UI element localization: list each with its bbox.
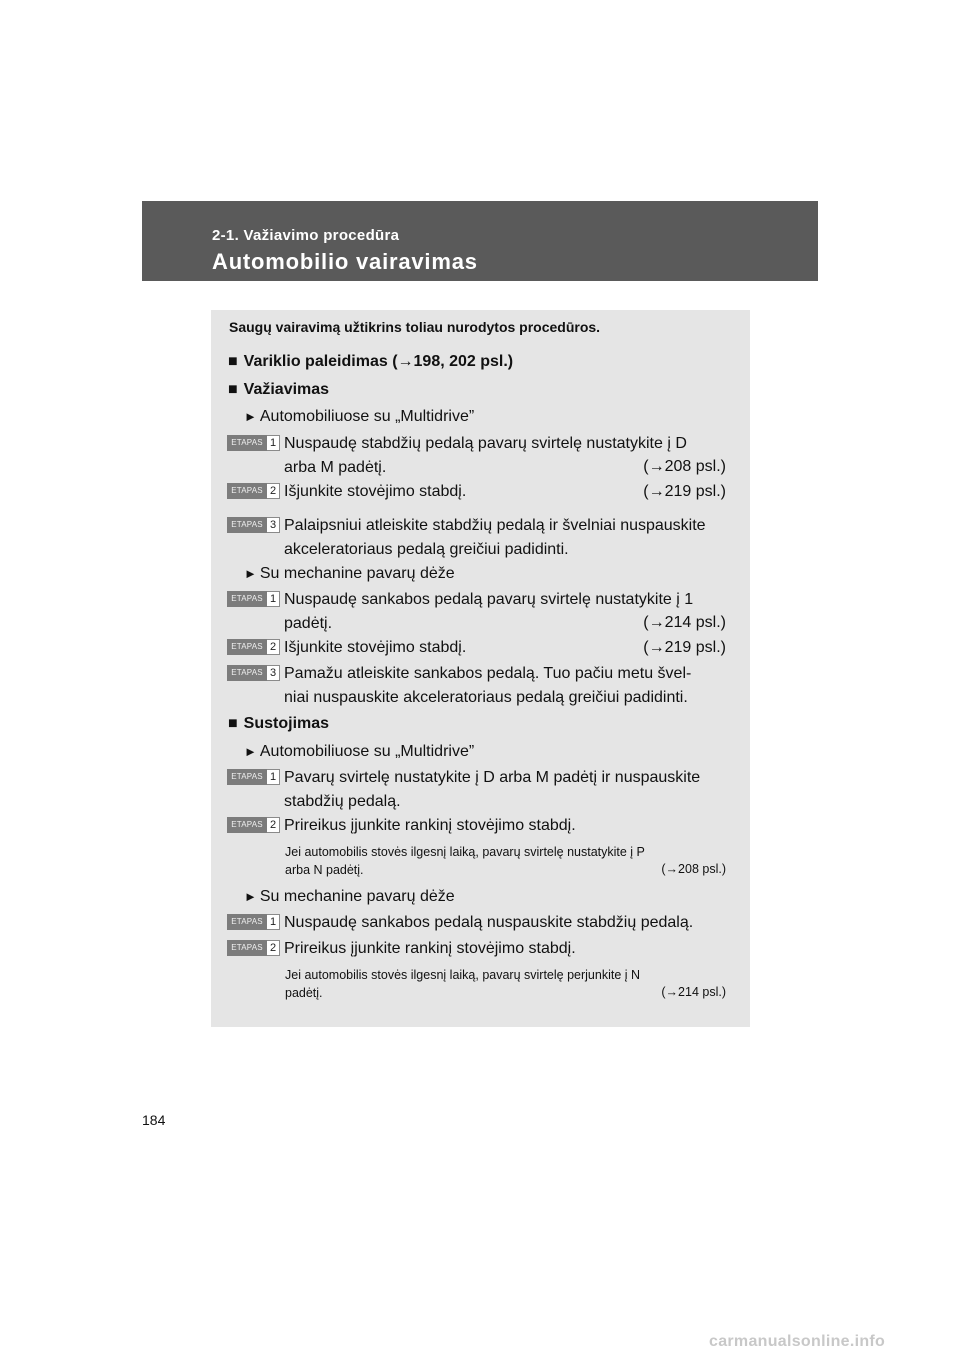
step-badge-3: ETAPAS 3: [227, 517, 280, 533]
step-text: niai nuspauskite akceleratoriaus pedalą greičiui padidinti.: [284, 689, 688, 706]
section-label: 2-1. Važiavimo procedūra: [212, 227, 400, 244]
step-text: Pavarų svirtelę nustatykite į D arba M padėtį ir nuspauskite: [284, 769, 701, 786]
step-badge-3: ETAPAS 3: [227, 665, 280, 681]
step-text: Palaipsniui atleiskite stabdžių pedalą ir švelniai nuspauskite: [284, 517, 706, 534]
bullet-square-icon: ■: [228, 715, 238, 732]
step-text: Išjunkite stovėjimo stabdį.: [284, 639, 467, 656]
heading-stopping: ■ Sustojimas: [228, 715, 330, 732]
subheading-multidrive: ► Automobiliuose su „Multidrive”: [244, 743, 475, 760]
triangle-right-icon: ►: [244, 744, 257, 759]
page-title: Automobilio vairavimas: [212, 249, 478, 274]
bullet-square-icon: ■: [228, 353, 238, 370]
subheading-manual: ► Su mechanine pavarų dėže: [244, 888, 455, 905]
step-badge-1: ETAPAS 1: [227, 914, 280, 930]
heading-starting: ■ Variklio paleidimas (→198, 202 psl.): [228, 353, 514, 370]
step-badge-2: ETAPAS 2: [227, 483, 280, 499]
step-text: Nuspaudę stabdžių pedalą pavarų svirtelę nustatykite į D: [284, 435, 687, 452]
step-badge-1: ETAPAS 1: [227, 769, 280, 785]
section-header: [142, 201, 818, 281]
page-reference: (→208 psl.): [643, 458, 726, 475]
step-text: Pamažu atleiskite sankabos pedalą. Tuo pačiu metu švel-: [284, 665, 692, 682]
step-badge-1: ETAPAS 1: [227, 591, 280, 607]
subheading-multidrive: ► Automobiliuose su „Multidrive”: [244, 408, 475, 425]
note-text: arba N padėtį.: [285, 863, 364, 877]
bullet-square-icon: ■: [228, 381, 238, 398]
watermark: carmanualsonline.info: [709, 1333, 886, 1350]
intro-text: Saugų vairavimą užtikrins toliau nurodytos procedūros.: [229, 319, 601, 335]
step-text: Išjunkite stovėjimo stabdį.: [284, 483, 467, 500]
note-text: Jei automobilis stovės ilgesnį laiką, pavarų svirtelę perjunkite į N: [285, 968, 641, 982]
step-text: Nuspaudę sankabos pedalą nuspauskite stabdžių pedalą.: [284, 914, 694, 931]
step-badge-2: ETAPAS 2: [227, 940, 280, 956]
heading-driving: ■ Važiavimas: [228, 381, 330, 398]
note-text: Jei automobilis stovės ilgesnį laiką, pavarų svirtelę nustatykite į P: [285, 845, 645, 859]
page-reference: (→219 psl.): [643, 639, 726, 656]
triangle-right-icon: ►: [244, 409, 257, 424]
subheading-manual: ► Su mechanine pavarų dėže: [244, 565, 455, 582]
step-text: arba M padėtį.: [284, 459, 387, 476]
page-reference: (→214 psl.): [661, 985, 726, 999]
triangle-right-icon: ►: [244, 566, 257, 581]
step-text: akceleratoriaus pedalą greičiui padidinti.: [284, 541, 569, 558]
step-badge-1: ETAPAS 1: [227, 435, 280, 451]
page-number: 184: [142, 1112, 166, 1128]
note-text: padėtį.: [285, 986, 323, 1000]
step-text: stabdžių pedalą.: [284, 793, 401, 810]
step-text: Prireikus įjunkite rankinį stovėjimo stabdį.: [284, 817, 576, 834]
step-text: padėtį.: [284, 615, 333, 632]
step-badge-2: ETAPAS 2: [227, 639, 280, 655]
page-reference: (→208 psl.): [661, 862, 726, 876]
page-reference: (→219 psl.): [643, 483, 726, 500]
step-text: Prireikus įjunkite rankinį stovėjimo stabdį.: [284, 940, 576, 957]
step-badge-2: ETAPAS 2: [227, 817, 280, 833]
step-text: Nuspaudę sankabos pedalą pavarų svirtelę nustatykite į 1: [284, 591, 694, 608]
page-reference: (→214 psl.): [643, 614, 726, 631]
triangle-right-icon: ►: [244, 889, 257, 904]
